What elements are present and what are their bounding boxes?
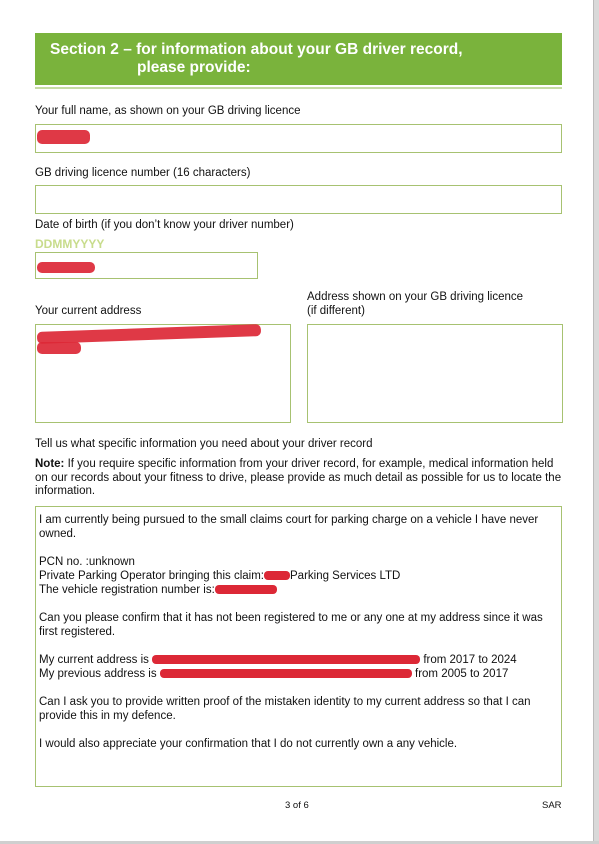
vrn-prefix: The vehicle registration number is: [39, 584, 215, 596]
answer-confirm: Can you please confirm that it has not been registered to me or any one at my address since it was first registered. [39, 612, 543, 638]
redaction-previous-address [160, 669, 412, 678]
licence-number-label: GB driving licence number (16 characters) [35, 167, 251, 179]
answer-pcn: PCN no. :unknown [39, 556, 135, 568]
specific-info-field[interactable] [35, 506, 562, 787]
answer-previous-address [39, 667, 557, 681]
redaction-full-name [37, 130, 90, 144]
previous-prefix: My previous address is [39, 668, 157, 680]
section-title-line1: Section 2 – for information about your GB driver record, [50, 41, 463, 58]
full-name-label: Your full name, as shown on your GB driving licence [35, 105, 301, 117]
section-title-line2: please provide: [137, 59, 251, 76]
operator-prefix: Private Parking Operator bringing this claim: [39, 570, 264, 582]
dob-label: Date of birth (if you don’t know your driver number) [35, 219, 294, 231]
current-prefix: My current address is [39, 654, 149, 666]
current-address-label: Your current address [35, 305, 142, 317]
licence-address-label [307, 290, 523, 318]
redaction-current-address [152, 655, 420, 664]
redaction-operator [264, 571, 290, 580]
dob-hint: DDMMYYYY [35, 237, 105, 251]
answer-line1: I am currently being pursued to the small claims court for parking charge on a vehicle I have never owned. [39, 514, 539, 540]
answer-current-address [39, 653, 557, 667]
note-prefix: Note: [35, 458, 65, 470]
section-header [35, 33, 562, 85]
licence-address-field[interactable] [307, 324, 563, 423]
answer-operator [39, 569, 557, 583]
form-code: SAR [542, 800, 562, 811]
full-name-field[interactable] [35, 124, 562, 153]
redaction-dob [37, 262, 95, 273]
redaction-address-2 [37, 342, 81, 354]
licence-number-field[interactable] [35, 185, 562, 214]
answer-final: I would also appreciate your confirmation that I do not currently own a any vehicle. [39, 738, 458, 750]
header-underline [35, 87, 562, 89]
answer-vrn [39, 583, 557, 597]
licence-address-label-line2: (if different) [307, 305, 365, 317]
redaction-vrn [215, 585, 277, 594]
licence-address-label-line1: Address shown on your GB driving licence [307, 291, 524, 303]
answer-proof: Can I ask you to provide written proof of the mistaken identity to my current address so that I can provide this in my defence. [39, 696, 531, 722]
note-text: If you require specific information from your driver record, for example, medical information held on our records about your fitness to drive, please provide as much detail as possible for us to locate the information. [35, 458, 562, 497]
operator-suffix: Parking Services LTD [290, 570, 401, 582]
note-paragraph [35, 458, 565, 499]
page-edge [593, 0, 599, 844]
previous-suffix: from 2005 to 2017 [415, 668, 509, 680]
current-suffix: from 2017 to 2024 [423, 654, 517, 666]
page-number: 3 of 6 [285, 800, 309, 811]
specific-info-label: Tell us what specific information you need about your driver record [35, 438, 373, 450]
